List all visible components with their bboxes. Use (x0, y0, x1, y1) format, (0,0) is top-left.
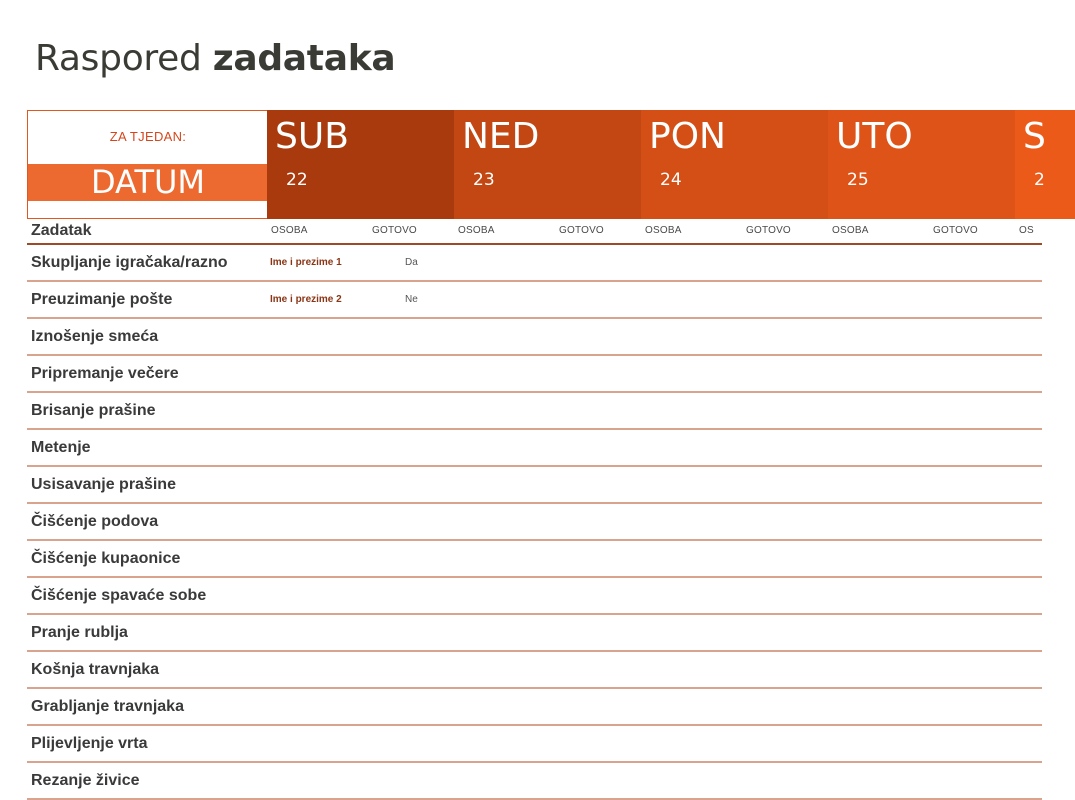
task-row[interactable] (27, 430, 1042, 467)
task-row[interactable] (27, 504, 1042, 541)
person-column-header: OSOBA (832, 225, 869, 236)
task-name: Brisanje prašine (31, 402, 156, 419)
task-row[interactable] (27, 615, 1042, 652)
task-row[interactable] (27, 393, 1042, 430)
done-column-header: GOTOVO (372, 225, 417, 236)
task-row[interactable] (27, 245, 1042, 282)
task-row[interactable] (27, 467, 1042, 504)
done-column-header: GOTOVO (746, 225, 791, 236)
column-header-row (27, 219, 1042, 245)
day-number: 23 (473, 170, 495, 190)
day-name: UTO (836, 116, 913, 157)
task-row[interactable] (27, 578, 1042, 615)
week-label: ZA TJEDAN: (109, 129, 187, 144)
day-number: 25 (847, 170, 869, 190)
day-header (454, 110, 641, 219)
task-name: Iznošenje smeća (31, 328, 159, 345)
page-title (35, 38, 395, 79)
day-name: NED (462, 116, 540, 157)
date-field[interactable]: DATUM (28, 164, 268, 201)
task-table (27, 245, 1042, 800)
day-header (267, 110, 454, 219)
done-column-header: GOTOVO (933, 225, 978, 236)
title-normal: Raspored (35, 38, 202, 79)
task-name: Rezanje živice (31, 772, 140, 789)
day-header (641, 110, 828, 219)
day-name: SUB (275, 116, 349, 157)
task-name: Usisavanje prašine (31, 476, 176, 493)
person-cell[interactable]: Ime i prezime 1 (270, 257, 342, 268)
task-name: Košnja travnjaka (31, 661, 160, 678)
person-column-header-cut: OS (1019, 225, 1034, 236)
done-cell[interactable]: Ne (405, 294, 418, 305)
week-header (27, 110, 1046, 219)
task-name: Metenje (31, 439, 91, 456)
person-column-header: OSOBA (645, 225, 682, 236)
done-cell[interactable]: Da (405, 257, 418, 268)
day-number: 24 (660, 170, 682, 190)
task-name: Grabljanje travnjaka (31, 698, 184, 715)
task-row[interactable] (27, 726, 1042, 763)
person-column-header: OSOBA (271, 225, 308, 236)
task-name: Čišćenje podova (31, 513, 159, 530)
task-name: Preuzimanje pošte (31, 291, 173, 308)
task-row[interactable] (27, 541, 1042, 578)
day-name: PON (649, 116, 726, 157)
day-number: 2 (1034, 170, 1045, 190)
task-name: Čišćenje spavaće sobe (31, 587, 207, 604)
task-row[interactable] (27, 763, 1042, 800)
task-row[interactable] (27, 282, 1042, 319)
day-number: 22 (286, 170, 308, 190)
person-cell[interactable]: Ime i prezime 2 (270, 294, 342, 305)
task-name: Pranje rublja (31, 624, 128, 641)
week-box (27, 110, 269, 219)
task-name: Plijevljenje vrta (31, 735, 148, 752)
task-row[interactable] (27, 319, 1042, 356)
task-name: Čišćenje kupaonice (31, 550, 181, 567)
task-column-header: Zadatak (31, 222, 92, 239)
task-name: Pripremanje večere (31, 365, 179, 382)
task-row[interactable] (27, 689, 1042, 726)
task-row[interactable] (27, 356, 1042, 393)
day-header (828, 110, 1015, 219)
task-row[interactable] (27, 652, 1042, 689)
title-bold: zadataka (212, 38, 396, 79)
person-column-header: OSOBA (458, 225, 495, 236)
day-header (1015, 110, 1075, 219)
day-name: S (1023, 116, 1046, 157)
task-name: Skupljanje igračaka/razno (31, 254, 228, 271)
done-column-header: GOTOVO (559, 225, 604, 236)
